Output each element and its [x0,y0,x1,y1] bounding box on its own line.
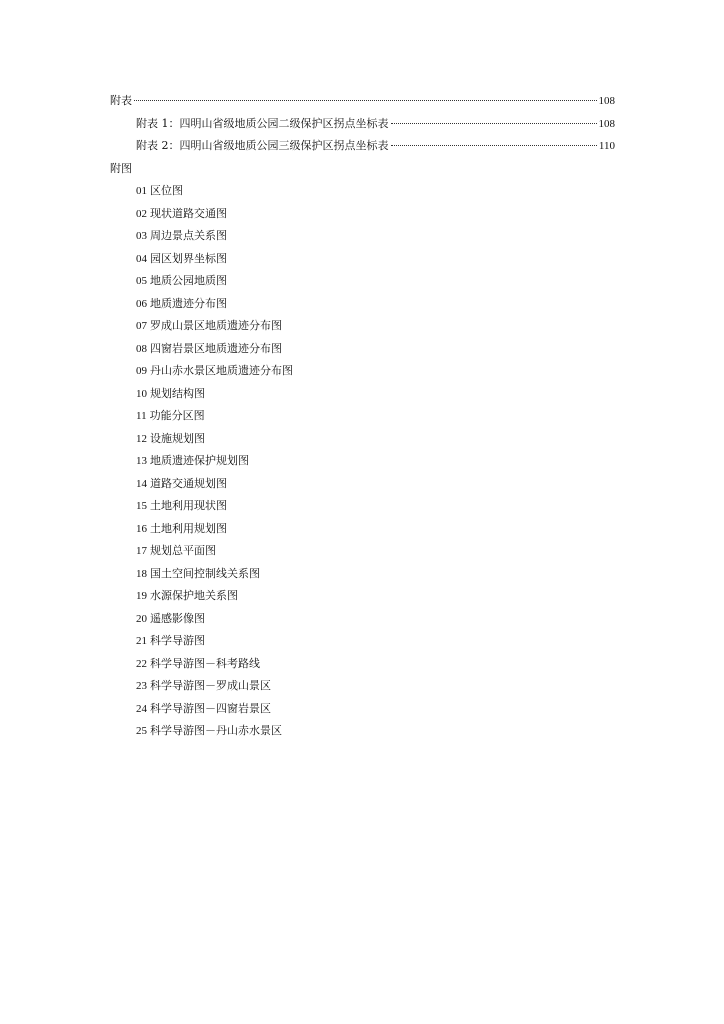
figure-number: 03 [136,230,147,242]
figure-title: 道路交通规划图 [150,476,227,490]
figure-number: 14 [136,477,147,490]
figure-title: 现状道路交通图 [150,206,227,220]
appendix-figures-heading: 附图 [110,161,132,175]
figure-list-item[interactable] [136,563,615,586]
figure-title: 园区划界坐标图 [150,251,227,265]
figure-list-item[interactable] [136,608,615,631]
toc-entry-label: 附表 1：四明山省级地质公园二级保护区拐点坐标表 [136,116,389,130]
figure-title: 区位图 [150,184,183,197]
figure-title: 土地利用现状图 [150,499,227,512]
figure-title: 科学导游图－科考路线 [150,656,260,670]
figure-number: 24 [136,702,147,715]
figure-list-item[interactable] [136,180,615,203]
toc-entry-table-2[interactable] [110,135,615,158]
figure-list-item[interactable] [136,585,615,608]
toc-entry-appendix-tables[interactable] [110,90,615,113]
figure-title: 设施规划图 [150,431,205,445]
dot-leader [391,123,597,124]
figure-list-item[interactable] [136,450,615,473]
figure-list-item[interactable] [136,293,615,316]
figure-title: 罗成山景区地质遗迹分布图 [150,319,282,332]
figure-list-item[interactable] [136,248,615,271]
figure-number: 08 [136,342,147,355]
figure-title: 科学导游图－罗成山景区 [150,679,271,692]
figure-list-item[interactable] [136,270,615,293]
figure-number: 18 [136,567,147,580]
figure-title: 规划结构图 [150,386,205,400]
figure-number: 12 [136,432,147,445]
figure-title: 周边景点关系图 [150,229,227,242]
figure-number: 09 [136,365,147,377]
figure-number: 20 [136,612,147,625]
dot-leader [134,100,597,101]
figure-title: 土地利用规划图 [150,521,227,535]
figure-number: 21 [136,635,147,647]
figure-title: 丹山赤水景区地质遗迹分布图 [150,364,293,377]
figure-list-item[interactable] [136,225,615,248]
toc-page-number: 110 [598,140,615,152]
figure-title: 科学导游图－四窗岩景区 [150,701,271,715]
figure-number: 01 [136,185,147,197]
figure-title: 地质遗迹分布图 [150,296,227,310]
toc-page-number: 108 [598,95,615,107]
figure-title: 规划总平面图 [150,544,216,557]
figure-list-item[interactable] [136,540,615,563]
figure-list-item[interactable] [136,653,615,676]
figure-list-item[interactable] [136,720,615,743]
toc-entry-table-1[interactable] [110,113,615,136]
figure-number: 11 [136,410,147,422]
figure-title: 国土空间控制线关系图 [150,566,260,580]
figure-number: 05 [136,275,147,287]
figure-list-item[interactable] [136,383,615,406]
dot-leader [391,145,597,146]
figure-number: 06 [136,297,147,310]
figure-number: 19 [136,590,147,602]
figure-number: 07 [136,320,147,332]
table-of-contents [110,90,615,743]
figure-title: 水源保护地关系图 [150,589,238,602]
figure-title: 科学导游图－丹山赤水景区 [150,724,282,737]
figure-title: 四窗岩景区地质遗迹分布图 [150,341,282,355]
toc-entry-label: 附表 2：四明山省级地质公园三级保护区拐点坐标表 [136,139,389,152]
figure-list-item[interactable] [136,428,615,451]
figure-list-item[interactable] [136,698,615,721]
figure-list-item[interactable] [136,315,615,338]
figure-title: 功能分区图 [149,409,205,422]
figure-number: 10 [136,387,147,400]
figure-list-item[interactable] [136,675,615,698]
toc-page-number: 108 [598,117,615,130]
figure-list-item[interactable] [136,518,615,541]
figure-list-item[interactable] [136,405,615,428]
figure-title: 遥感影像图 [150,611,205,625]
figure-number: 13 [136,455,147,467]
figure-title: 科学导游图 [150,634,205,647]
figure-title: 地质公园地质图 [150,274,227,287]
figure-list-item[interactable] [136,360,615,383]
figure-list-item[interactable] [136,473,615,496]
figure-number: 22 [136,657,147,670]
figure-number: 02 [136,207,147,220]
figure-number: 15 [136,500,147,512]
figure-number: 04 [136,252,147,265]
figure-number: 23 [136,680,147,692]
figure-title: 地质遗迹保护规划图 [150,454,249,467]
figure-list [110,180,615,743]
figure-number: 17 [136,545,147,557]
figure-number: 25 [136,725,147,737]
figure-list-item[interactable] [136,630,615,653]
figure-number: 16 [136,522,147,535]
figure-list-item[interactable] [136,495,615,518]
toc-entry-label: 附表 [110,94,132,107]
figure-list-item[interactable] [136,203,615,226]
figure-list-item[interactable] [136,338,615,361]
